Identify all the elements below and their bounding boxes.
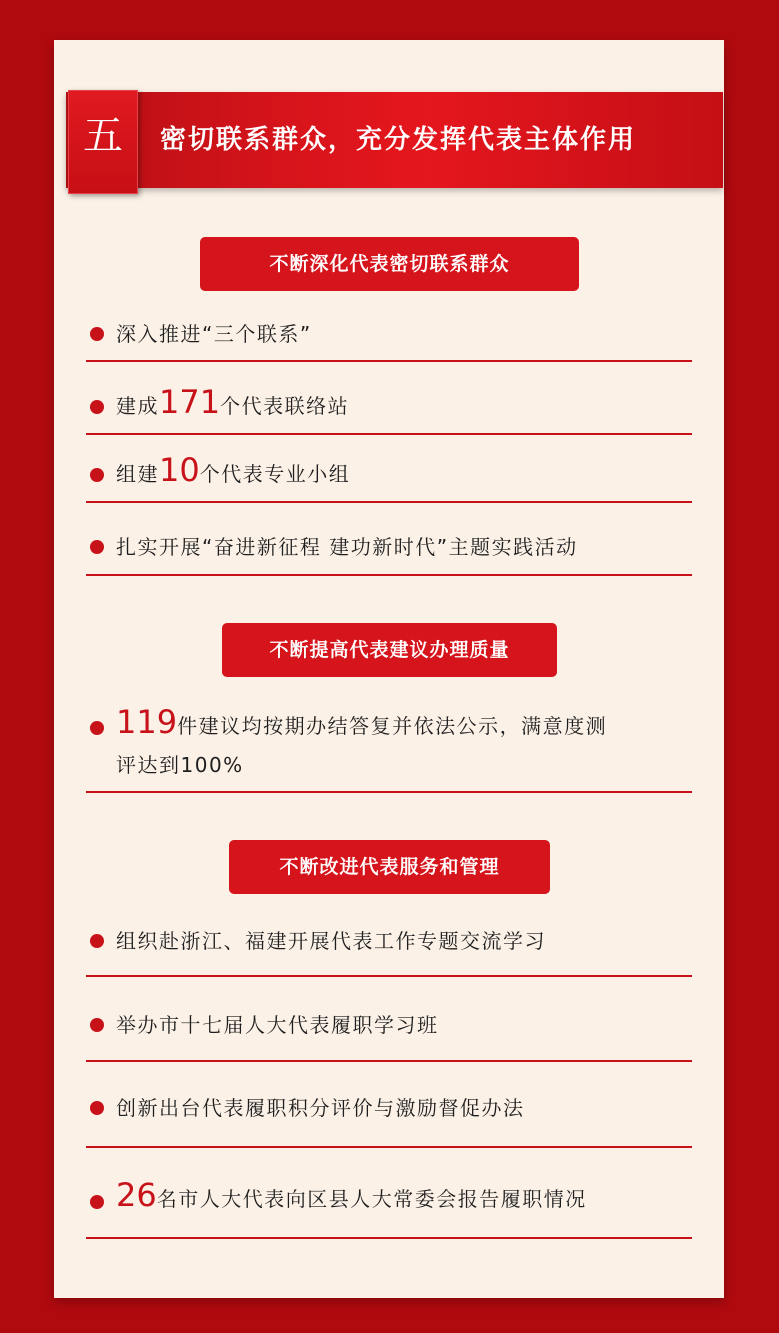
- bullet-icon: [90, 1018, 104, 1032]
- section-number: 五: [83, 113, 123, 159]
- list-item: 组建10个代表专业小组: [116, 451, 351, 489]
- bullet-icon: [90, 934, 104, 948]
- divider: [86, 360, 692, 362]
- list-item: 建成171个代表联络站: [116, 383, 350, 421]
- list-item: 举办市十七届人大代表履职学习班: [116, 1013, 439, 1037]
- group-heading: 不断改进代表服务和管理: [229, 840, 550, 894]
- section-title: 密切联系群众，充分发挥代表主体作用: [160, 125, 637, 155]
- divider: [86, 1146, 692, 1148]
- list-item: 26名市人大代表向区县人大常委会报告履职情况: [116, 1176, 587, 1214]
- list-item: 创新出台代表履职积分评价与激励督促办法: [116, 1096, 525, 1120]
- list-item: 组织赴浙江、福建开展代表工作专题交流学习: [116, 929, 546, 953]
- divider: [86, 1060, 692, 1062]
- group-heading: 不断深化代表密切联系群众: [200, 237, 579, 291]
- divider: [86, 975, 692, 977]
- divider: [86, 1237, 692, 1239]
- list-item: 扎实开展“奋进新征程 建功新时代”主题实践活动: [116, 535, 578, 559]
- group-heading: 不断提高代表建议办理质量: [222, 623, 557, 677]
- bullet-icon: [90, 1195, 104, 1209]
- divider: [86, 501, 692, 503]
- highlight-number: 171: [159, 383, 221, 421]
- bullet-icon: [90, 721, 104, 735]
- list-item-continuation: 评达到100%: [116, 753, 244, 777]
- highlight-number: 26: [116, 1176, 157, 1214]
- divider: [86, 433, 692, 435]
- bullet-icon: [90, 1101, 104, 1115]
- divider: [86, 791, 692, 793]
- bullet-icon: [90, 540, 104, 554]
- list-item: 深入推进“三个联系”: [116, 322, 312, 346]
- highlight-number: 10: [159, 451, 200, 489]
- highlight-number: 119: [116, 703, 178, 741]
- divider: [86, 574, 692, 576]
- bullet-icon: [90, 327, 104, 341]
- bullet-icon: [90, 400, 104, 414]
- list-item: 119件建议均按期办结答复并依法公示，满意度测: [116, 703, 608, 741]
- bullet-icon: [90, 468, 104, 482]
